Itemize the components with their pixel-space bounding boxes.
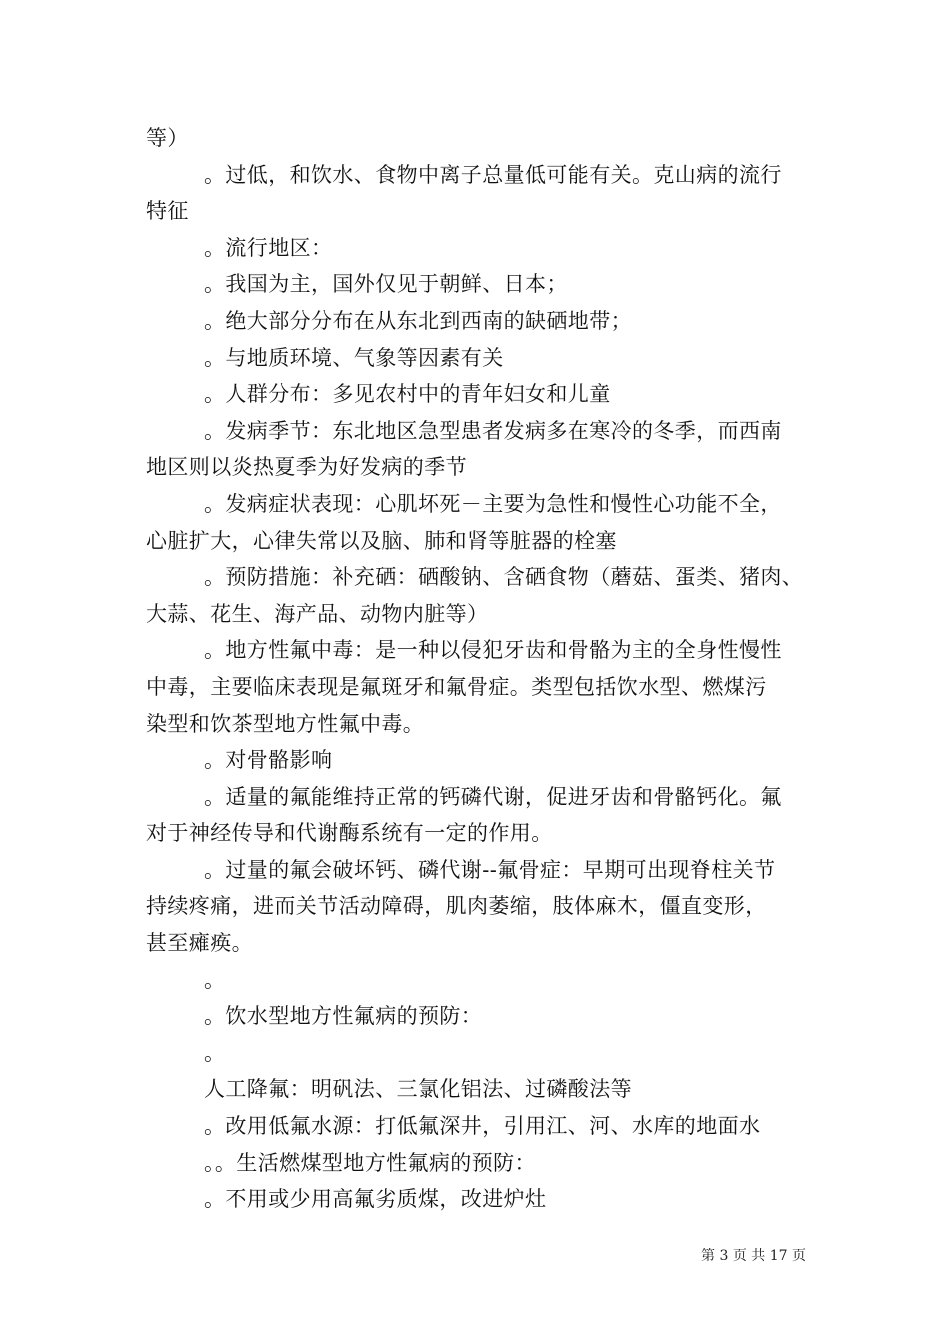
- text-line: 对于神经传导和代谢酶系统有一定的作用。: [146, 821, 553, 846]
- text-line: 。发病症状表现：心肌坏死－主要为急性和慢性心功能不全，: [204, 491, 782, 516]
- text-line: 。对骨骼影响: [204, 748, 333, 773]
- text-line: 。不用或少用高氟劣质煤，改进炉灶: [204, 1187, 547, 1212]
- text-line: 。人群分布：多见农村中的青年妇女和儿童: [204, 382, 611, 407]
- text-line: 地区则以炎热夏季为好发病的季节: [146, 455, 467, 480]
- text-line: 。流行地区：: [204, 235, 333, 260]
- text-line: 。。生活燃煤型地方性氟病的预防：: [204, 1150, 536, 1175]
- text-line: 。绝大部分分布在从东北到西南的缺硒地带；: [204, 308, 632, 333]
- text-line: 。发病季节：东北地区急型患者发病多在寒冷的冬季，而西南: [204, 418, 782, 443]
- text-line: 等）: [146, 126, 189, 150]
- body-text: [146, 120, 816, 1218]
- text-line: 。: [204, 967, 226, 992]
- text-line: 。与地质环境、气象等因素有关: [204, 345, 504, 370]
- text-line: 。过量的氟会破坏钙、磷代谢--氟骨症：早期可出现脊柱关节: [204, 857, 776, 882]
- text-line: 。改用低氟水源：打低氟深井，引用江、河、水库的地面水: [204, 1114, 761, 1139]
- text-line: 大蒜、花生、海产品、动物内脏等）: [146, 601, 489, 626]
- text-line: 。我国为主，国外仅见于朝鲜、日本；: [204, 272, 568, 297]
- text-line: 甚至瘫痪。: [146, 931, 253, 956]
- text-line: 。适量的氟能维持正常的钙磷代谢，促进牙齿和骨骼钙化。氟: [204, 784, 782, 809]
- text-line: 。地方性氟中毒：是一种以侵犯牙齿和骨骼为主的全身性慢性: [204, 638, 782, 663]
- text-line: 特征: [146, 199, 189, 224]
- text-line: 。过低，和饮水、食物中离子总量低可能有关。克山病的流行: [204, 162, 782, 187]
- text-line: 心脏扩大，心律失常以及脑、肺和肾等脏器的栓塞: [146, 528, 617, 553]
- text-line: 人工降氟：明矾法、三氯化铝法、过磷酸法等: [204, 1077, 632, 1102]
- text-line: 。: [204, 1040, 226, 1065]
- text-line: 持续疼痛，进而关节活动障碍，肌肉萎缩，肢体麻木，僵直变形，: [146, 894, 767, 919]
- text-line: 。饮水型地方性氟病的预防：: [204, 1004, 483, 1029]
- text-line: 染型和饮茶型地方性氟中毒。: [146, 711, 425, 736]
- text-line: 。预防措施：补充硒：硒酸钠、含硒食物（蘑菇、蛋类、猪肉、: [204, 565, 804, 590]
- page-number-footer: 第 3 页 共 17 页: [701, 1248, 806, 1264]
- text-line: 中毒，主要临床表现是氟斑牙和氟骨症。类型包括饮水型、燃煤污: [146, 674, 767, 699]
